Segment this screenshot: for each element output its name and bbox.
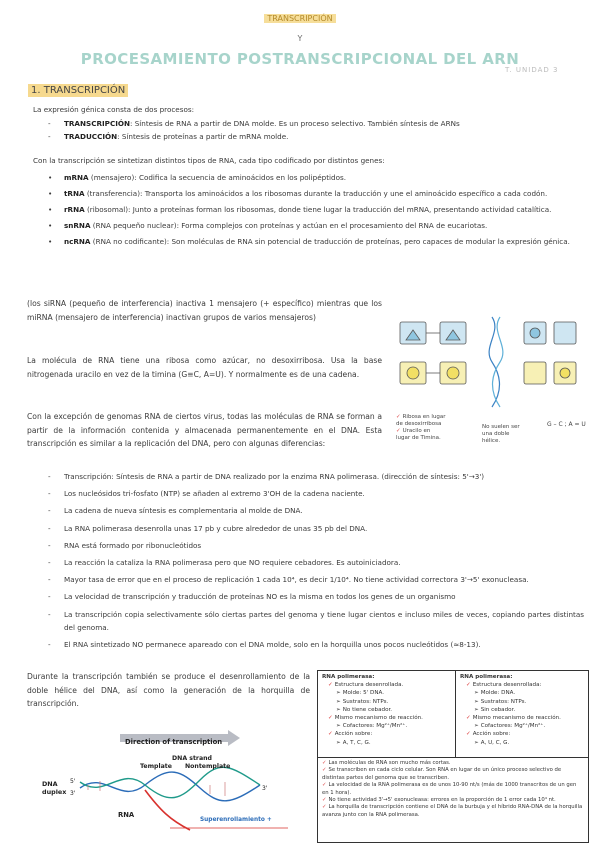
dna-duplex-label: DNA duplex bbox=[42, 780, 67, 796]
difference-item: - El RNA sintetizado NO permanece apareado con el DNA molde, solo en la horquilla unos pocos nucleótidos (≈8-13). bbox=[48, 640, 481, 650]
molecule-note-left bbox=[396, 414, 446, 442]
box-line: ✓ Mismo mecanismo de reacción. bbox=[466, 715, 561, 722]
rna-type-item: • snRNA (RNA pequeño nuclear): Forma complejos con proteínas y actúan en el procesamiento del RNA de eucariotas. bbox=[48, 221, 488, 230]
note-line: ✓ La horquilla de transcripción contiene el DNA de la burbuja y el híbrido RNA-DNA de la horquilla avanza junto con la RNA polimerasa. bbox=[322, 804, 583, 818]
box-title: RNA polimerasa: bbox=[322, 674, 375, 680]
difference-item: - Los nucleósidos tri-fosfato (NTP) se añaden al extremo 3'OH de la cadena naciente. bbox=[48, 489, 365, 499]
unit-tag: T. UNIDAD 3 bbox=[505, 66, 559, 74]
box-line: ✓ Acción sobre: bbox=[466, 731, 511, 738]
nontemplate-label: Nontemplate bbox=[185, 763, 231, 770]
template-label: Template bbox=[140, 763, 172, 770]
end-3-label: 3' bbox=[70, 790, 76, 797]
box-line: ✓ Acción sobre: bbox=[328, 731, 373, 738]
process-item: - TRANSCRIPCIÓN: Síntesis de RNA a partir de DNA molde. Es un proceso selectivo. También síntesis de ARNs bbox=[48, 119, 460, 128]
end-5-label: 5' bbox=[70, 778, 76, 785]
end-3-right-label: 3' bbox=[262, 785, 268, 792]
difference-item: - Mayor tasa de error que en el proceso de replicación 1 cada 10⁴, es decir 1/10⁴. No tiene actividad correctora 3'→5' exonucleasa. bbox=[48, 575, 529, 585]
difference-item: - La transcripción copia selectivamente sólo ciertas partes del genoma y tiene lugar cientos e incluso miles de veces, copiando partes distintas del genoma. bbox=[48, 609, 584, 632]
transcription-diagram bbox=[60, 730, 310, 840]
box-line: ✓ Estructura desenrollada: bbox=[466, 682, 542, 689]
differences-list bbox=[48, 470, 584, 651]
helix-strand bbox=[489, 317, 503, 407]
rna-type-item: • rRNA (ribosomal): Junto a proteínas forman los ribosomas, donde tiene lugar la traducción del mRNA, presentando actividad catalítica. bbox=[48, 205, 552, 214]
top-title-text: TRANSCRIPCIÓN bbox=[264, 14, 335, 23]
rna-type-item: • mRNA (mensajero): Codifica la secuencia de aminoácidos en los polipéptidos. bbox=[48, 173, 347, 182]
exception-paragraph: Con la excepción de genomas RNA de ciertos virus, todas las moléculas de RNA se forman a partir de la información contenida y almacenada permanentemente en el DNA. Esta transcripción es similar a la replicación del DNA, pero con algunas diferencias: bbox=[27, 412, 382, 449]
box-line: ✓ Estructura desenrollada. bbox=[328, 682, 404, 689]
box-line: ➢ Molde: DNA. bbox=[474, 690, 516, 697]
box-line: ➢ Sin cebador. bbox=[474, 706, 516, 713]
page-title: PROCESAMIENTO POSTRANSCRIPCIONAL DEL ARN bbox=[80, 50, 520, 68]
supercoil-label: Superenrollamiento + bbox=[200, 817, 272, 823]
difference-item: - Transcripción: Síntesis de RNA a partir de DNA realizado por la enzima RNA polimerasa. (dirección de síntesis: 5'→3') bbox=[48, 472, 485, 481]
base-pair-icons bbox=[524, 322, 576, 384]
pairing-note: G – C ; A = U bbox=[547, 421, 586, 428]
box-line: ✓ Mismo mecanismo de reacción. bbox=[328, 715, 423, 722]
difference-item: - La cadena de nueva síntesis es complementaria al molde de DNA. bbox=[48, 506, 303, 516]
note-uracil: ✓ Uracilo en lugar de Timina. bbox=[396, 428, 441, 441]
difference-item: - RNA está formado por ribonucleótidos bbox=[48, 540, 202, 550]
notes-box bbox=[317, 757, 589, 843]
box-line: ➢ Sustratos: NTPs. bbox=[474, 698, 527, 705]
rna-label: RNA bbox=[118, 811, 135, 819]
base-pair-rungs bbox=[88, 781, 225, 796]
title-connector: Y bbox=[297, 34, 303, 43]
box-line: ➢ Cofactores: Mg²⁺/Mn²⁺. bbox=[336, 723, 408, 730]
molecule-note-mid: No suelen ser una doble hélice. bbox=[482, 424, 520, 444]
box-line: ➢ A, T, C, G. bbox=[336, 739, 371, 746]
process-list bbox=[48, 118, 584, 143]
intro-text: La expresión génica consta de dos procesos: bbox=[33, 105, 195, 114]
box-line: ➢ Sustratos: NTPs. bbox=[336, 698, 389, 705]
rna-types-intro: Con la transcripción se sintetizan distintos tipos de RNA, cada tipo codificado por distintos genes: bbox=[33, 156, 385, 165]
box-line: ➢ A, U, C, G. bbox=[474, 739, 510, 746]
rna-type-item: • ncRNA (RNA no codificante): Son moléculas de RNA sin potencial de traducción de proteínas, pero capaces de modular la expresión génica. bbox=[48, 237, 570, 246]
box-title: RNA polimerasa: bbox=[460, 674, 513, 680]
process-item: - TRADUCCIÓN: Síntesis de proteínas a partir de mRNA molde. bbox=[48, 131, 289, 141]
rna-type-item: • tRNA (transferencia): Transporta los aminoácidos a los ribosomas durante la traducción y une el aminoácido específico a cada codón. bbox=[48, 189, 548, 198]
box-line: ➢ No tiene cebador. bbox=[336, 706, 393, 713]
ribose-structures bbox=[400, 322, 466, 384]
rna-polymerase-box-left bbox=[317, 670, 461, 758]
note-line: ✓ Las moléculas de RNA son mucho más cortas. bbox=[322, 760, 451, 766]
difference-item: - La RNA polimerasa desenrolla unas 17 pb y cubre alrededor de unas 35 pb del DNA. bbox=[48, 523, 368, 533]
top-title bbox=[0, 14, 600, 23]
difference-item: - La velocidad de transcripción y traducción de proteínas NO es la misma en todos los genes de un organismo bbox=[48, 592, 456, 602]
box-line: ➢ Cofactores: Mg²⁺/Mn²⁺. bbox=[474, 723, 546, 730]
note-line: ✓ No tiene actividad 3'→5' exonucleasa: errores en la proporción de 1 error cada 10⁴ nt. bbox=[322, 797, 556, 804]
difference-item: - La reacción la cataliza la RNA polimerasa pero que NO requiere cebadores. Es autoiniciadora. bbox=[48, 558, 401, 568]
rna-polymerase-box-right bbox=[455, 670, 589, 758]
rna-types-list bbox=[48, 171, 584, 248]
direction-label: Direction of transcription bbox=[125, 738, 223, 746]
dna-strand-label: DNA strand bbox=[172, 755, 212, 762]
section-heading: 1. TRANSCRIPCIÓN bbox=[28, 84, 128, 97]
note-line: ✓ Se transcriben en cada ciclo celular. Son RNA en lugar de un único proceso selectivo de distintas partes del genoma que se transcriben. bbox=[322, 767, 562, 781]
unwinding-paragraph: Durante la transcripción también se produce el desenrollamiento de la doble hélice del DNA, así como la generación de la horquilla de transcripción. bbox=[27, 672, 310, 709]
note-line: ✓ La velocidad de la RNA polimerasa es de unos 10-90 nt/s (más de 1000 transcritos de un gen en 1 hora). bbox=[322, 782, 577, 796]
sirna-note: (los siRNA (pequeño de interferencia) inactiva 1 mensajero (+ específico) mientras que los miRNA (mensajero de interferencia) inactivan grupos de varios mensajeros) bbox=[27, 299, 382, 322]
ribose-paragraph: La molécula de RNA tiene una ribosa como azúcar, no desoxirribosa. Usa la base nitrogenada uracilo en vez de la timina (G≡C, A=U). Y normalmente es de una cadena. bbox=[27, 356, 382, 379]
transcription-figure bbox=[60, 730, 310, 840]
box-line: ➢ Molde: 5' DNA. bbox=[336, 690, 385, 697]
note-ribose: ✓ Ribosa en lugar de desoxirribosa bbox=[396, 414, 446, 427]
